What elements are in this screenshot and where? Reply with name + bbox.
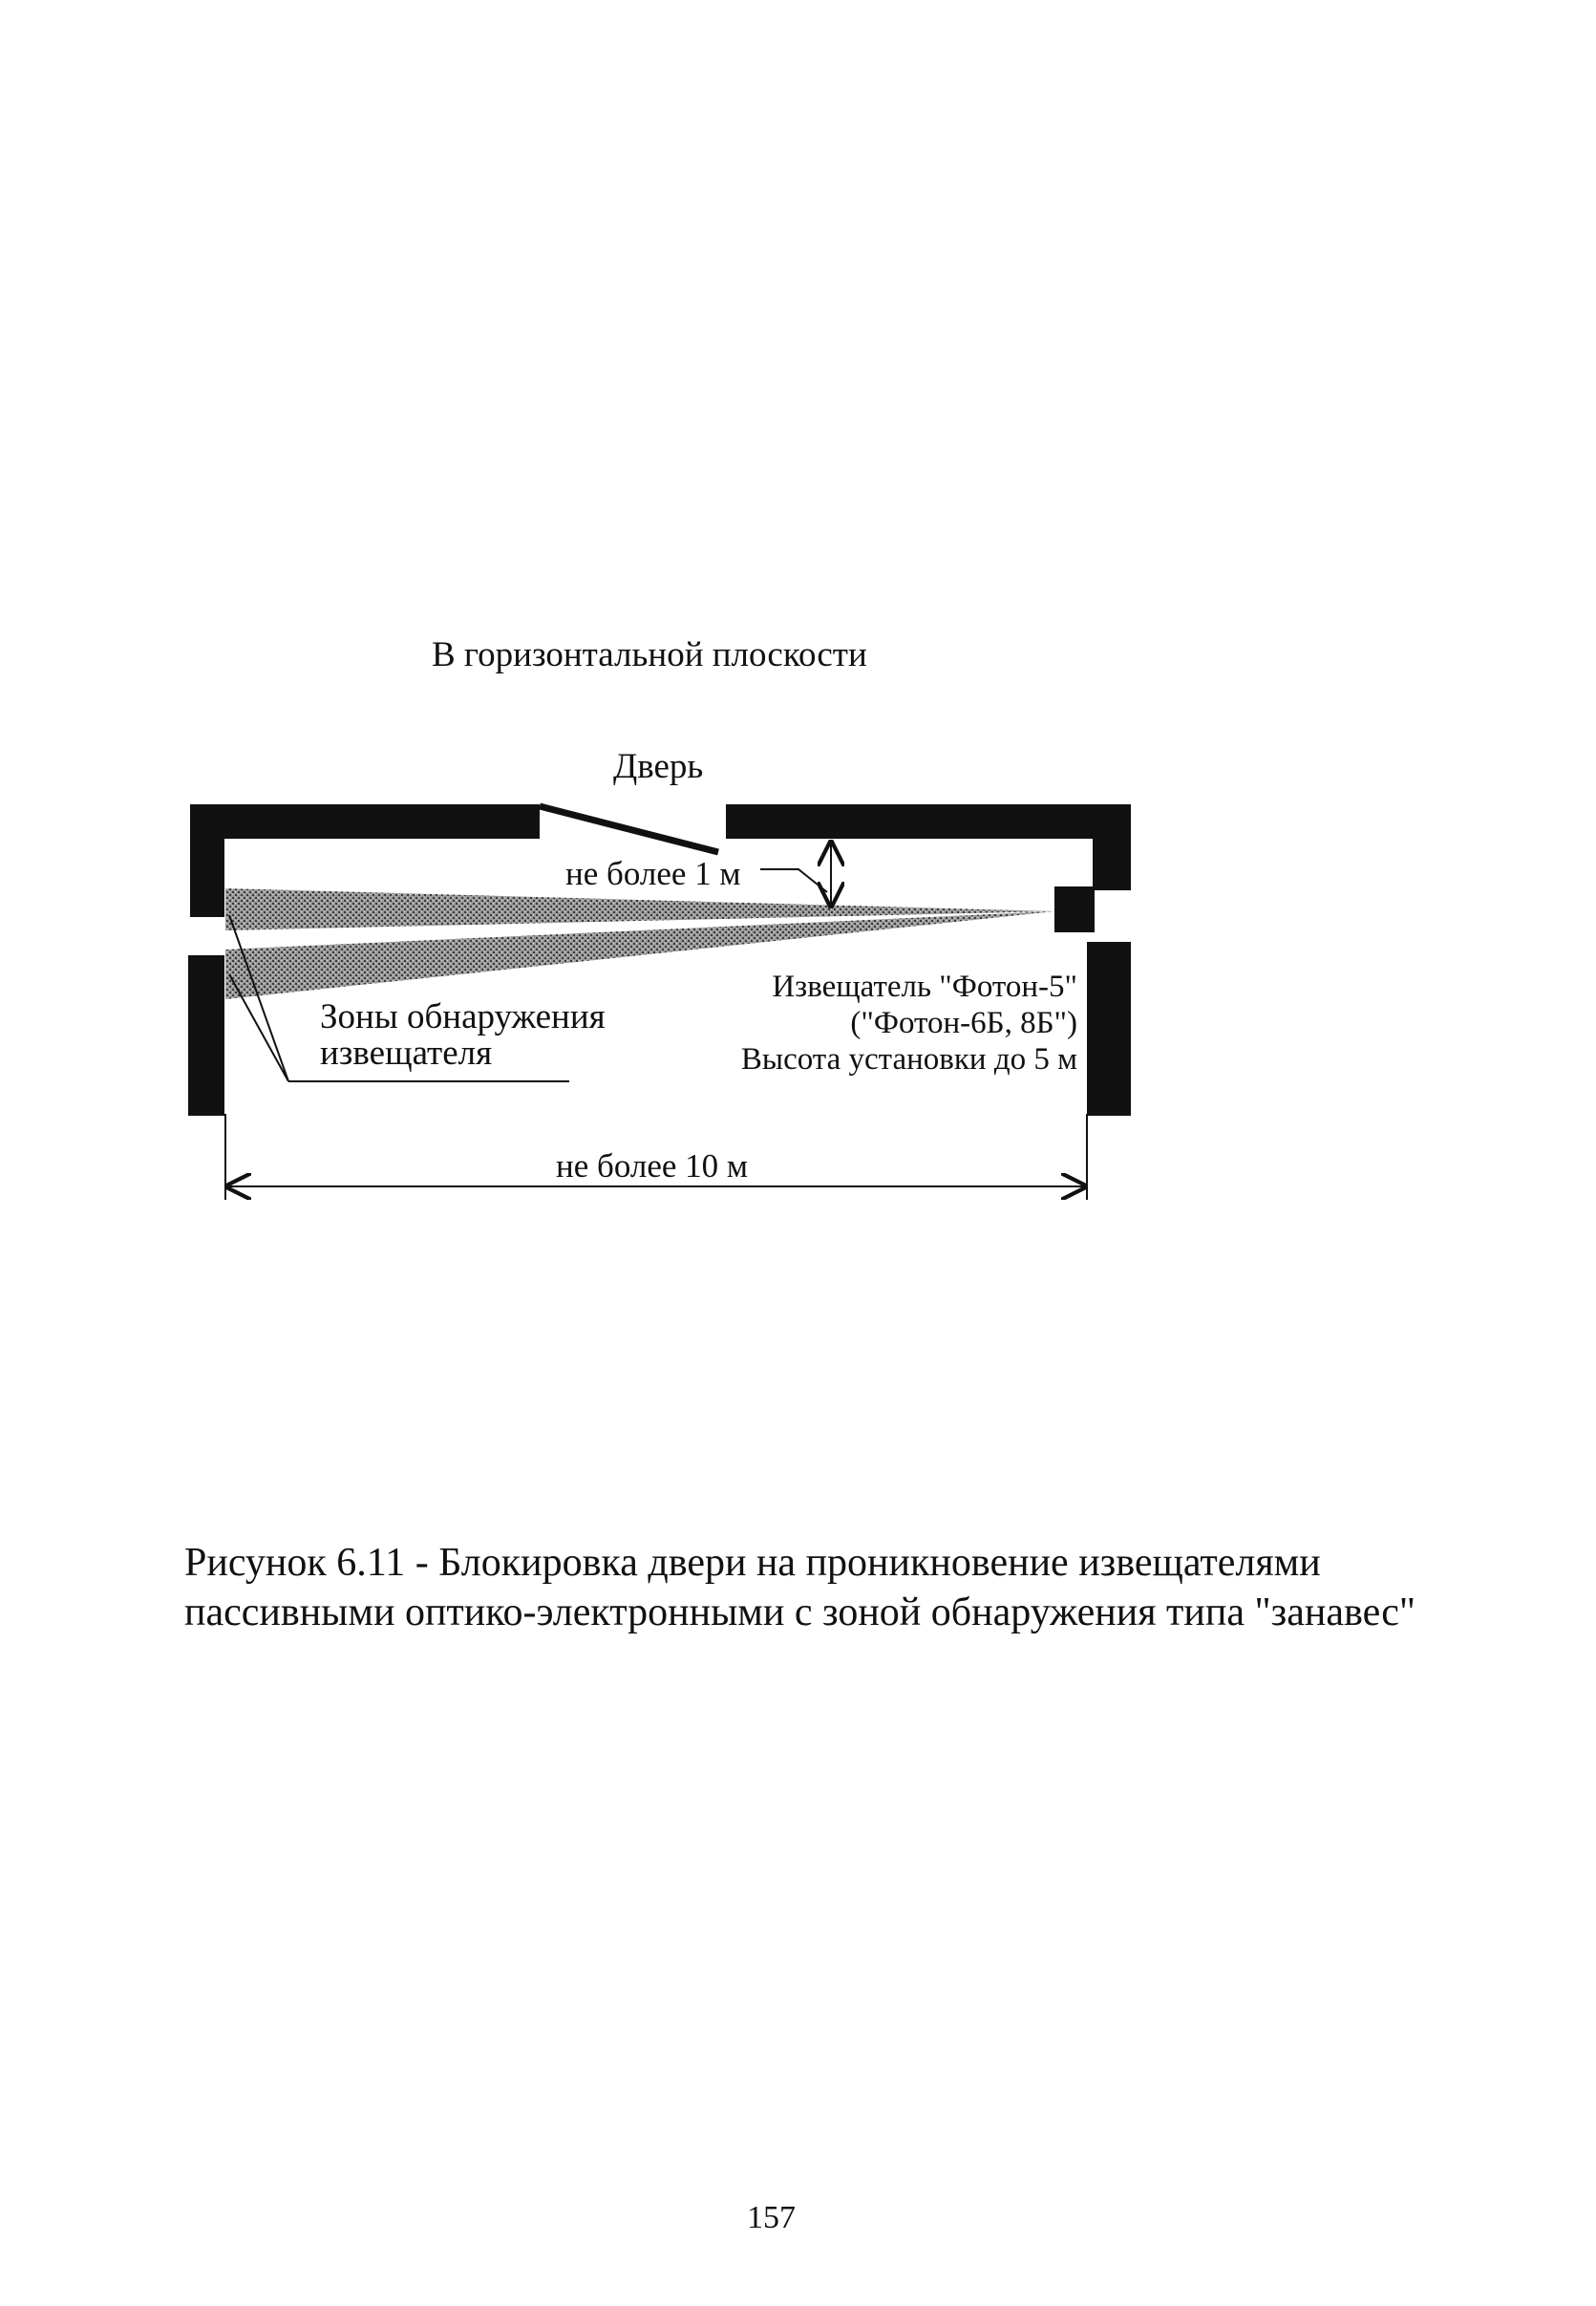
page-number: 157 bbox=[747, 2200, 796, 2235]
detector-block bbox=[1054, 886, 1095, 932]
right-wall-lower bbox=[1087, 942, 1131, 1116]
door-distance-dimension bbox=[760, 843, 831, 906]
top-wall-left bbox=[190, 804, 540, 839]
detector-label-line1: Извещатель "Фотон-5" bbox=[772, 970, 1077, 1004]
left-wall-lower bbox=[188, 955, 224, 1116]
detector-label-line3: Высота установки до 5 м bbox=[740, 1042, 1077, 1077]
diagram-heading: В горизонтальной плоскости bbox=[432, 635, 867, 674]
caption-line-2: пассивными оптико-электронными с зоной обнаружения типа "занавес" bbox=[184, 1591, 1416, 1634]
caption-line-1: Рисунок 6.11 - Блокировка двери на проникновение извещателями bbox=[184, 1541, 1321, 1585]
left-wall-upper bbox=[190, 804, 224, 917]
width-label: не более 10 м bbox=[556, 1147, 749, 1185]
door-leaf bbox=[540, 806, 718, 852]
door-distance-label: не более 1 м bbox=[565, 855, 741, 892]
door-label: Дверь bbox=[613, 747, 704, 786]
detector-label-line2: ("Фотон-6Б, 8Б") bbox=[850, 1006, 1077, 1040]
zones-label-line2: извещателя bbox=[320, 1034, 493, 1073]
figure-caption bbox=[184, 1538, 1415, 1637]
top-wall-right bbox=[726, 804, 1131, 839]
right-wall-upper bbox=[1093, 804, 1131, 890]
zones-label-line1: Зоны обнаружения bbox=[320, 997, 606, 1036]
